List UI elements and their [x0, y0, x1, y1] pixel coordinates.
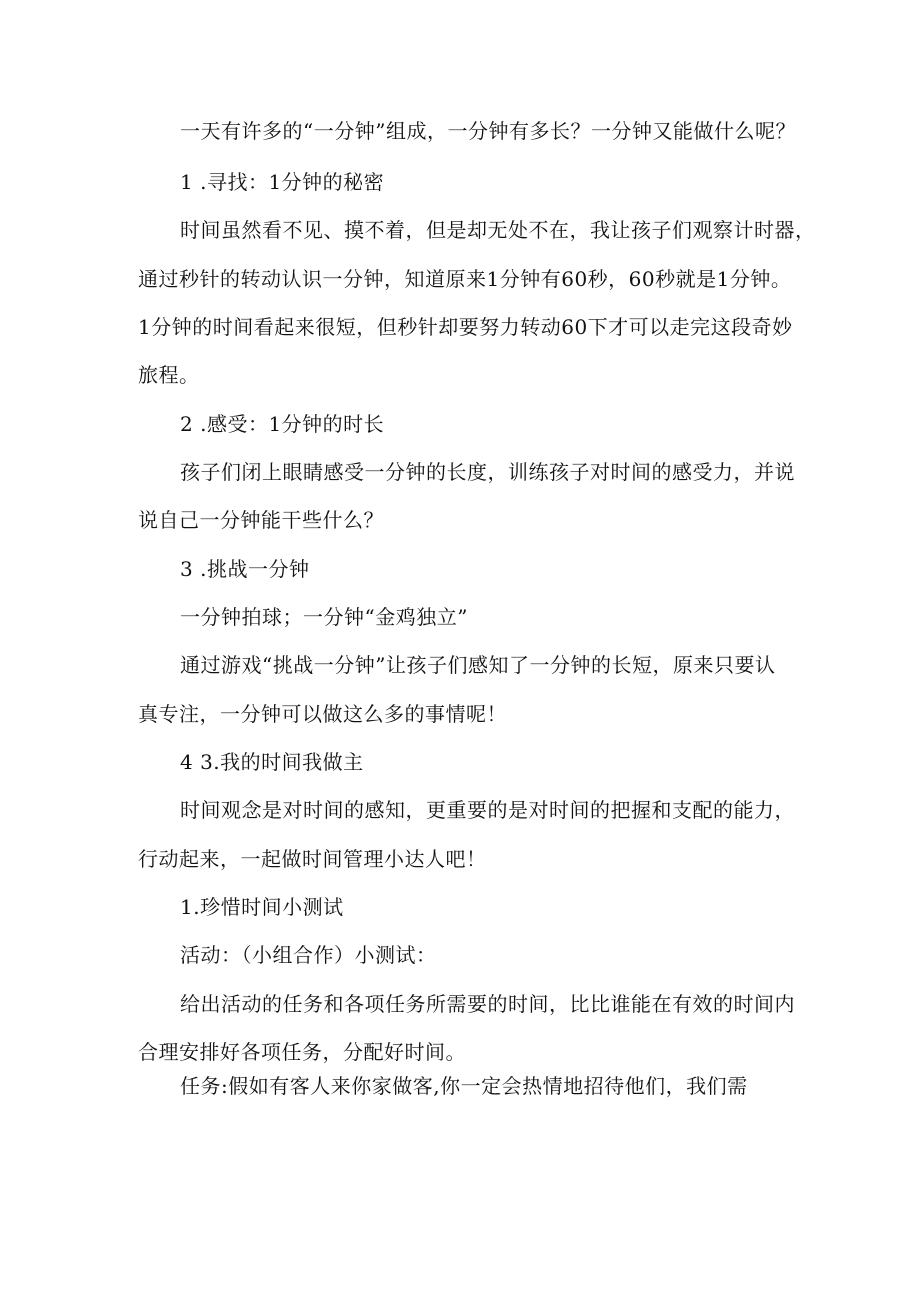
text-line: 一分钟拍球；一分钟“金鸡独立” — [180, 605, 468, 629]
text-line: 给出活动的任务和各项任务所需要的时间，比比谁能在有效的时间内 — [180, 992, 795, 1016]
text-line: 真专注，一分钟可以做这么多的事情呢！ — [138, 702, 507, 726]
heading-challenge: 3 .挑战一分钟 — [180, 557, 310, 581]
text-line: 行动起来，一起做时间管理小达人吧！ — [138, 847, 487, 871]
heading-feel-duration: 2 .感受：1分钟的时长 — [180, 412, 385, 436]
heading-find-secret: 1 .寻找：1分钟的秘密 — [180, 170, 385, 194]
text-line: 时间虽然看不见、摸不着，但是却无处不在，我让孩子们观察计时器， — [180, 218, 816, 242]
heading-quiz: 1.珍惜时间小测试 — [180, 895, 344, 919]
text-line: 活动：（小组合作）小测试： — [180, 943, 437, 967]
text-line: 通过秒针的转动认识一分钟，知道原来1分钟有60秒，60秒就是1分钟。 — [138, 267, 792, 291]
text-line: 孩子们闭上眼睛感受一分钟的长度，训练孩子对时间的感受力，并说 — [180, 460, 795, 484]
text-line: 通过游戏“挑战一分钟”让孩子们感知了一分钟的长短，原来只要认 — [180, 653, 776, 677]
text-line: 时间观念是对时间的感知，更重要的是对时间的把握和支配的能力， — [180, 798, 795, 822]
text-line: 合理安排好各项任务，分配好时间。 — [138, 1040, 466, 1064]
heading-my-time: 4 3.我的时间我做主 — [180, 750, 364, 774]
text-line: 1分钟的时间看起来很短，但秒针却要努力转动60下才可以走完这段奇妙 — [138, 315, 793, 339]
text-line-intro: 一天有许多的“一分钟”组成，一分钟有多长？一分钟又能做什么呢？ — [180, 119, 796, 143]
text-line-task: 任务:假如有客人来你家做客,你一定会热情地招待他们，我们需 — [180, 1074, 748, 1098]
text-line: 旅程。 — [138, 363, 200, 387]
text-line: 说自己一分钟能干些什么？ — [138, 508, 384, 532]
